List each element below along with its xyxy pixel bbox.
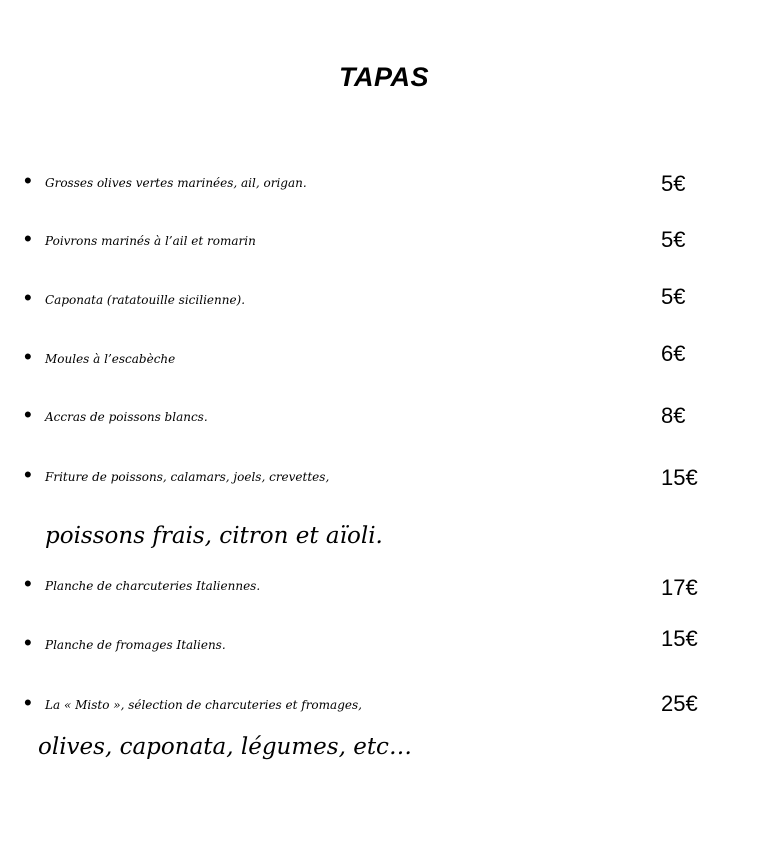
- menu-item-name-continued: olives, caponata, légumes, etc…: [38, 734, 412, 760]
- menu-item-price: 17€: [661, 575, 698, 600]
- menu-item-name: Planche de charcuteries Italiennes.: [45, 579, 261, 593]
- bullet-icon: •: [24, 462, 32, 487]
- bullet-icon: •: [24, 168, 32, 193]
- bullet-icon: •: [24, 630, 32, 655]
- bullet-icon: •: [24, 344, 32, 369]
- menu-item-name: Poivrons marinés à l’ail et romarin: [45, 234, 256, 248]
- menu-item-name: Accras de poissons blancs.: [45, 410, 208, 424]
- menu-item-name: Moules à l’escabèche: [45, 352, 176, 366]
- bullet-icon: •: [24, 285, 32, 310]
- menu-item-name-continued: poissons frais, citron et aïoli.: [45, 523, 383, 549]
- bullet-icon: •: [24, 571, 32, 596]
- menu-item-price: 5€: [661, 284, 686, 309]
- menu-item-name: La « Misto », sélection de charcuteries et fromages,: [45, 698, 362, 712]
- menu-title: TAPAS: [339, 62, 429, 92]
- menu-item-price: 8€: [661, 403, 686, 428]
- menu-item-price: 25€: [661, 691, 698, 716]
- menu-item-price: 15€: [661, 465, 698, 490]
- bullet-icon: •: [24, 226, 32, 251]
- menu-item-name: Grosses olives vertes marinées, ail, origan.: [45, 176, 307, 190]
- bullet-icon: •: [24, 402, 32, 427]
- menu-item-price: 5€: [661, 171, 686, 196]
- menu-item-name: Planche de fromages Italiens.: [45, 638, 226, 652]
- bullet-icon: •: [24, 690, 32, 715]
- menu-item-price: 5€: [661, 227, 686, 252]
- menu-item-price: 15€: [661, 626, 698, 651]
- menu-item-name: Friture de poissons, calamars, joels, crevettes,: [45, 470, 330, 484]
- menu-item-price: 6€: [661, 341, 686, 366]
- menu-item-name: Caponata (ratatouille sicilienne).: [45, 293, 246, 307]
